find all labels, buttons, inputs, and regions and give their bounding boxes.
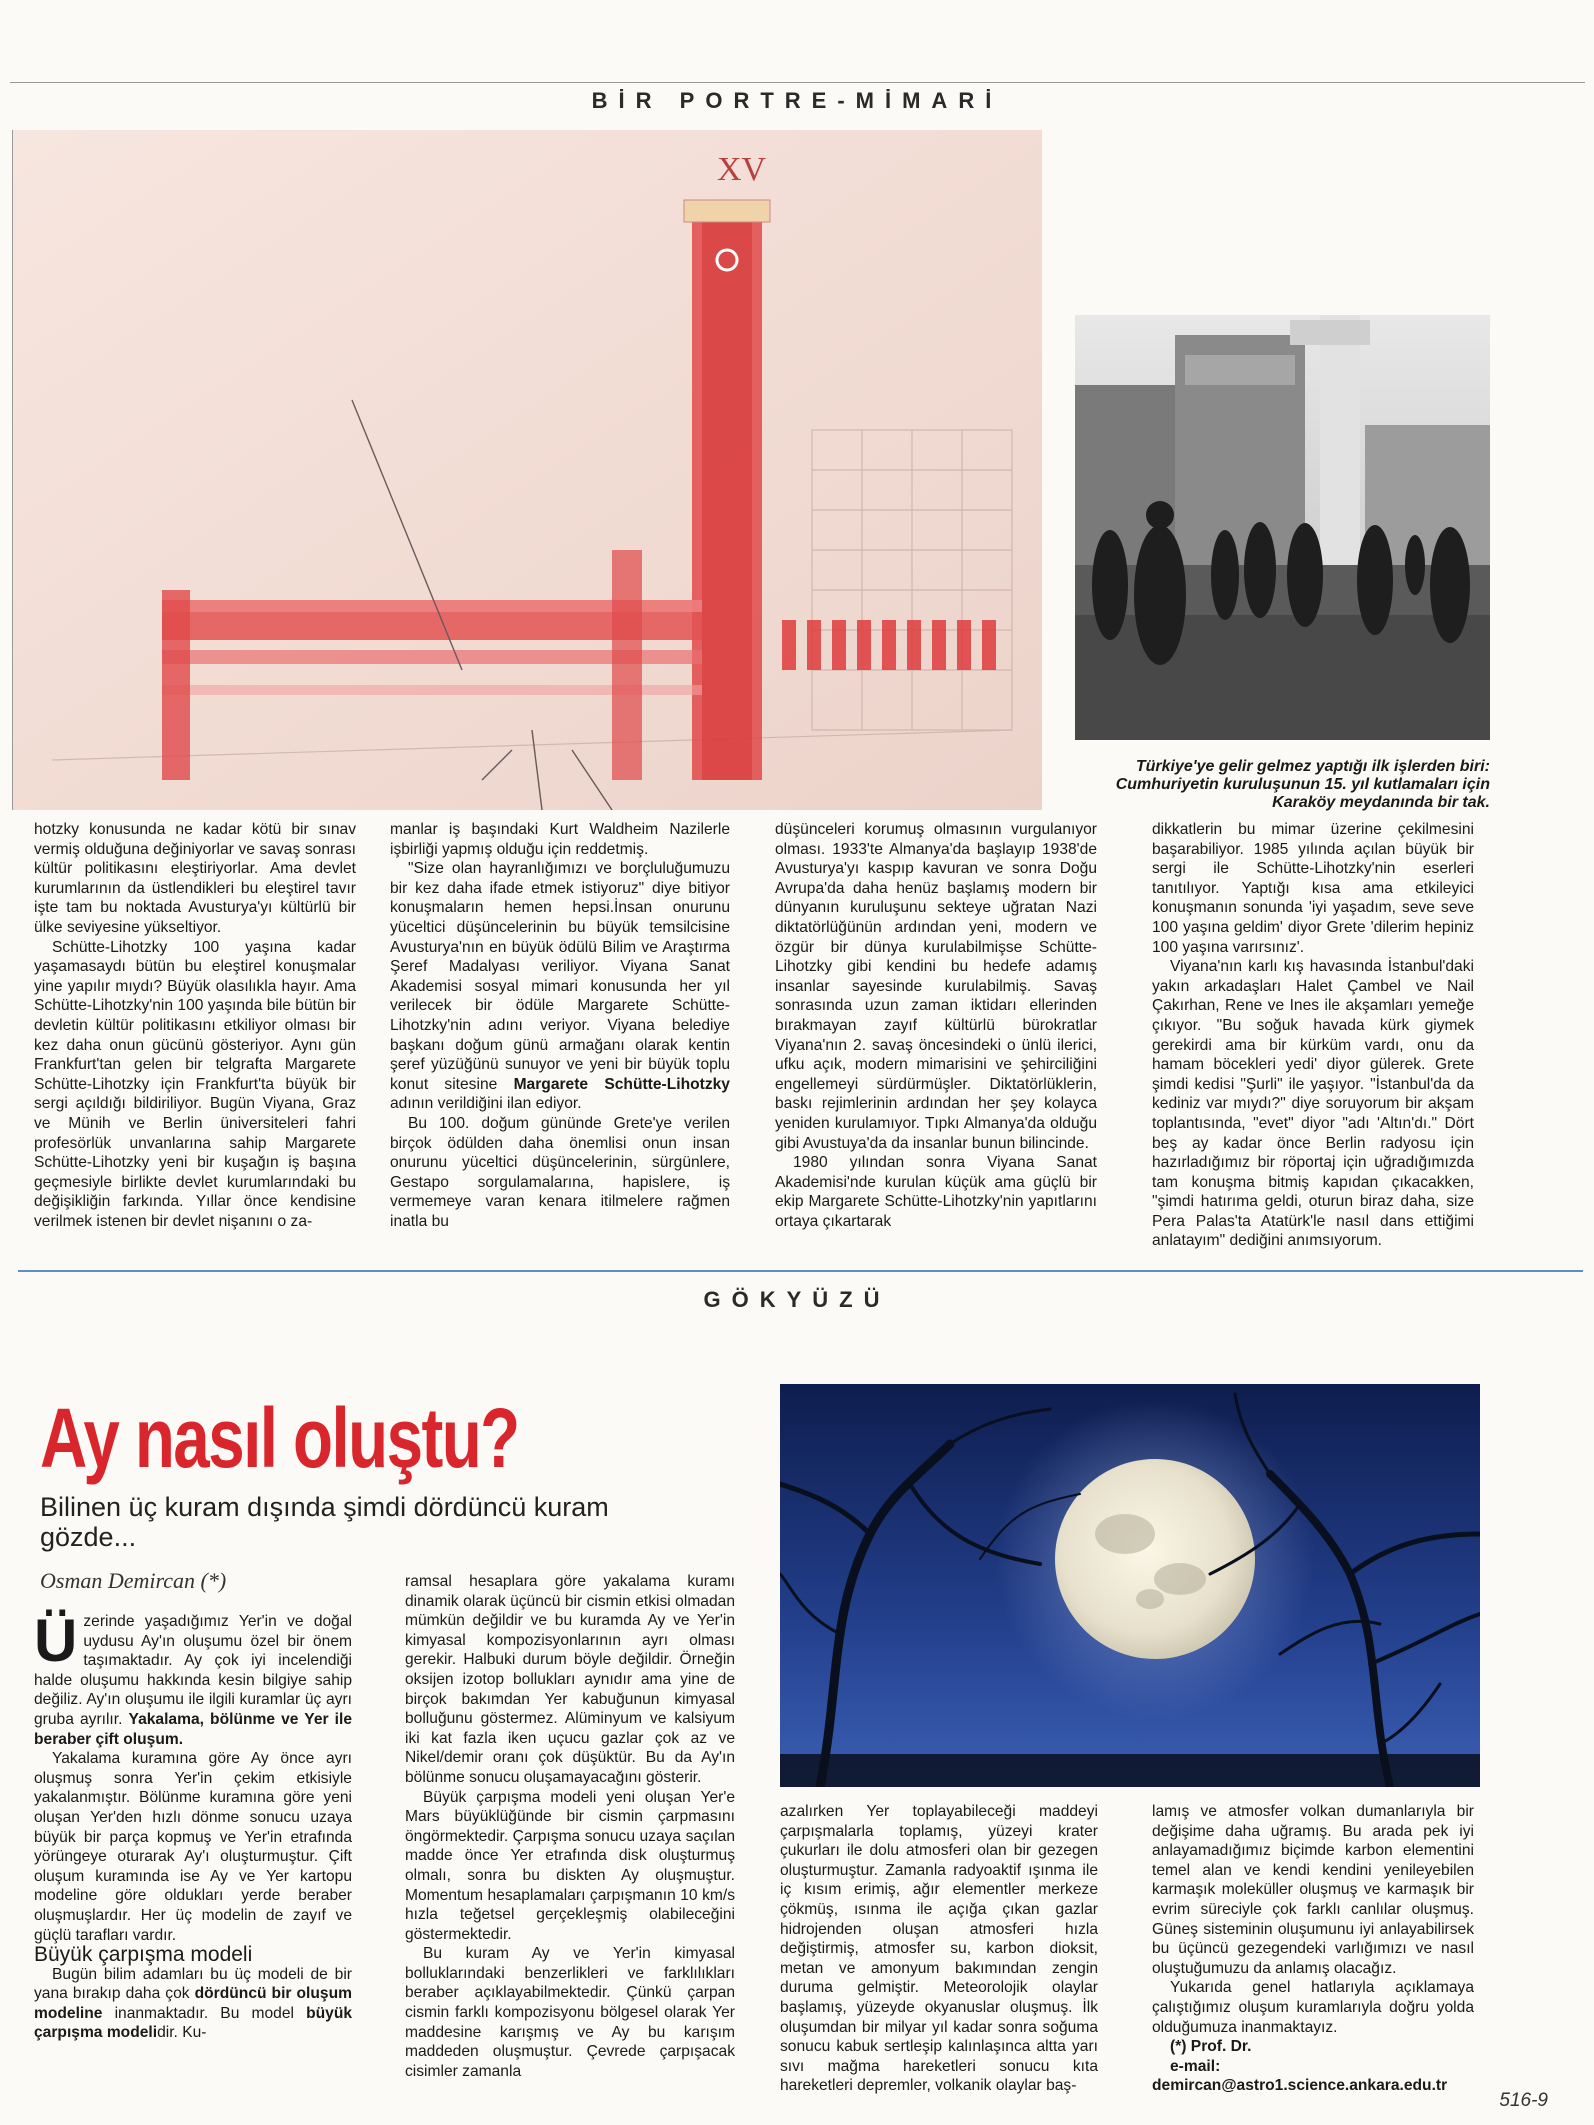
email-address: e-mail: demircan@astro1.science.ankara.edu.tr bbox=[1152, 2057, 1448, 2095]
paragraph: lamış ve atmosfer volkan dumanlarıyla bir değişime daha uğramış. Bu arada pek iyi anlayamadığımız biçimde karbon elementini temel alan ve kendi kendini yenileyebilen karmaşık moleküller oluşmuş ve karmaşık bir evrim süreciyle çok farklı canlılar oluşmuş. Güneş sisteminin oluşumunu iyi anlayabilirsek bu üçüncü gezegendeki varlığımızı ve nasıl oluştuğumuzu da anlamış olacağız. bbox=[1152, 1803, 1474, 1977]
paragraph bbox=[390, 859, 730, 1114]
paragraph: dikkatlerin bu mimar üzerine çekilmesini başarabiliyor. 1985 yılında açılan büyük bir sergi ile Schütte-Lihotzky'nin eserleri tanıtılıyor. Yaptığı kısa ama etkileyici konuşmanın sonunda 'iyi yaşadım, seve seve 100 yaşına geldim' diyor Grete 'dilerim hepiniz 100 yaşına varırsınız'. bbox=[1152, 821, 1474, 956]
paragraph-text: "Size olan hayranlığımızı ve borçluluğumuzu bir kez daha ifade etmek istiyoruz" diye bitiyor konuşmaların hemen hepsi.İnsan onurunu yüceltici düşüncelerinin bu büyük temsilcisine Avusturya'nın en büyük ödülü Bilim ve Araştırma Şeref Madalyası veriliyor. Viyana Sanat Akademisi sosyal mimari konusunda her yıl verilecek bir ödüle Margarete Schütte-Lihotzky'nin adını veriyor. Viyana belediye başkanı doğum günü armağanı olarak kentin şeref yüzüğünü sunuyor ve yeni bir büyük toplu konut sitesine bbox=[390, 860, 730, 1093]
paragraph: hotzky konusunda ne kadar kötü bir sınav vermiş olduğuna değiniyorlar ve savaş sonrası kültür politikasını eleştiriyorlar. Ama devlet kurumlarının da üstlendikleri bu eleştirel tavır işte tam bu noktada Avusturya'yı kültürlü bir ülke seviyesine yükseltiyor. bbox=[34, 821, 356, 936]
karakoy-photo bbox=[1075, 315, 1490, 740]
ay-column-4 bbox=[1152, 1802, 1474, 2096]
paragraph: Bu 100. doğum gününde Grete'ye verilen birçok ödülden daha önemlisi onun insan onurunu yüceltici düşüncelerinin, sürgünlere, Gestapo sorgulamalarına, hapislere, iş vermemeye varan kenara itilmelere rağmen inatla bu bbox=[390, 1114, 730, 1230]
paragraph: Viyana'nın karlı kış havasında İstanbul'daki yakın arkadaşları Halet Çambel ve Nail Çakırhan, Rene ve Ines ile akşamları yemeğe çıkıyor. "Bu soğuk havada kürk giymek gerekirdi ama bir kürküm vardı, onu da hamam böcekleri yedi' diyor gülerek. Grete şimdi kedisi "Şurli" ile yaşıyor. "İstanbul'da da kediniz var mıydı?" diye soruyorum bir akşam toplantısında, "evet" diyor "adı 'Altın'dı." Dört beş ay kadar önce Berlin radyosu için hazırladığımız bir röportaj için uğradığımızda tam konuşma bitmiş kapıdan çıkacakken, "şimdi hatırıma geldi, oturun biraz daha, size Pera Palas'ta Atatürk'le nasıl dans ettiğimi anlatayım" dediğini anımsıyorum. bbox=[1152, 958, 1474, 1250]
paragraph: Büyük çarpışma modeli yeni oluşan Yer'e Mars büyüklüğünde bir cismin çarpmasını öngörmektedir. Çarpışma sonucu uzaya saçılan madde önce Yer etrafında disk oluşturmuş olmalı, sonra bu diskten Ay oluşmuştur. Momentum hesaplamaları çarpışmanın 10 km/s hızla teğetsel gerçekleşmiş olabileceğini göstermektedir. bbox=[405, 1788, 735, 1943]
ay-column-1 bbox=[34, 1607, 353, 2043]
bold-list: Yakalama, bölünme ve Yer ile beraber çift oluşum. bbox=[34, 1710, 352, 1748]
paragraph: Schütte-Lihotzky 100 yaşına kadar yaşamasaydı bütün bu eleştirel konuşmalar yine yapılır mıydı? Büyük olasılıkla hayır. Ama Schütte-Lihotzky'nin 100 yaşında bile bütün bir devletin kültür politikasını etkiliyor olması bir kez daha onun gücünü gösteriyor. Aynı gün Frankfurt'tan gelen bir telgrafta Margarete Schütte-Lihotzky için Frankfurt'ta büyük bir sergi açıldığı bildiriliyor. Bugün Viyana, Graz ve Münih ve Berlin üniversiteleri fahri profesörlük unvanlarına sahip Margarete Schütte-Lihotzky yeni bir kuşağın iş başına geçmesiyle birlikte devlet kurumlarındaki bu değişikliğin farkında. Yıllar önce kendisine verilmek istenen bir devlet nişanını o za- bbox=[34, 938, 356, 1230]
paragraph: Bu kuram Ay ve Yer'in kimyasal bolluklarındaki benzerlikleri ve farklılıkları beraber açıklayabilmektedir. Çünkü çarpan cismin farklı kompozisyonu bölgesel olarak Yer maddesine karışmış ve Ay bu karışım maddeden oluşmuştur. Çevrede çarpışacak cisimler zamanla bbox=[405, 1945, 735, 2080]
svg-text:XV: XV bbox=[717, 151, 767, 188]
section-divider bbox=[18, 1270, 1583, 1272]
subsection-title: Büyük çarpışma modeli bbox=[34, 1943, 253, 1967]
paragraph bbox=[34, 1607, 352, 1749]
dropcap: Ü bbox=[34, 1607, 78, 1674]
paragraph: düşünceleri korumuş olmasının vurgulanıyor olması. 1933'te Almanya'da başlayıp 1938'de Avusturya'yı kaspıp kavuran ve sonra Doğu Avrupa'da daha henüz başlamış modern bir dünyanın kuruluşunu sekteye uğratan Nazi diktatörlüğünün ardından yeni, modern ve özgür bir dünya kurulabilmişse Schütte-Lihotzky gibi kendini bu hedefe adamış insanlar sayesinde kurulabilmiş. Savaş sonrasında uzun zaman iktidarı ellerinden bırakmayan zayıf kültürlü bürokratlar Viyana'nın 2. savaş öncesindeki o ünlü ilerici, ufku açık, modern mimarisini ve şehirciliğini engellemeyi sürdürmüşler. Diktatörlüklerin, baskı rejimlerinin ardından her şey kolayca yeniden kurulamıyor. Tıpkı Almanya'da olduğu gibi Avustuya'da da insanlar bunun bilincinde. bbox=[775, 821, 1097, 1152]
ay-column-3 bbox=[780, 1802, 1098, 2096]
portre-column-3 bbox=[775, 820, 1097, 1231]
byline: Osman Demircan (*) bbox=[40, 1568, 227, 1593]
paragraph: ramsal hesaplara göre yakalama kuramı dinamik olarak üçüncü bir cismin etkisi olmadan mümkün değildir ve bu kuramda Ay ve Yer'in kimyasal kompozisyonlarının ayrı olması gerekir. Halbuki durum böyle değildir. Örneğin oksijen izotop bollukları aynıdır ama yine de birçok bakımdan Yer kabuğunun kimyasal bolluğunu göstermez. Alüminyum ve kalsiyum iki kat fazla iken uçucu gazlar çok az ve Nikel/demir oranı çok düşüktür. Bu da Ay'ın bölünme sonucu oluşamayacağını gösterir. bbox=[405, 1573, 735, 1786]
paragraph bbox=[34, 1965, 352, 2043]
page-number: 516-9 bbox=[1499, 2090, 1548, 2111]
paragraph: 1980 yılından sonra Viyana Sanat Akademisi'nde kurulan küçük ama güçlü bir ekip Margarete Schütte-Lihotzky'nin yapıtlarını ortaya çıkartarak bbox=[775, 1154, 1097, 1230]
subhead: Bilinen üç kuram dışında şimdi dördüncü kuram gözde... bbox=[40, 1492, 609, 1552]
section-title-gokyuzu: GÖKYÜZÜ bbox=[703, 1287, 891, 1312]
photo-caption: Türkiye'ye gelir gelmez yaptığı ilk işlerden biri: Cumhuriyetin kuruluşunun 15. yıl kutlamaları için Karaköy meydanında bir tak. bbox=[1115, 758, 1490, 811]
bold-name: Margarete Schütte-Lihotzky bbox=[513, 1075, 730, 1093]
footnote: (*) Prof. Dr. bbox=[1170, 2038, 1252, 2056]
bold-term: dördüncü bir oluşum modeline bbox=[34, 1985, 352, 2022]
paragraph: azalırken Yer toplayabileceği maddeyi çarpışmalarla toplamış, yüzeyi krater çukurları ile dolu atmosferi olan bir gezegen oluşturmuştur. Zamanla radyoaktif ışınma ile iç kısım erimiş, ağır elementler merkeze çökmüş, ısınma ile açığa çıkan gazlar hidrojenden oluşan atmosferi hızla değiştirmiş, atmosfer su, karbon dioksit, metan ve amonyum bakımından zengin duruma gelmiştir. Meteorolojik olaylar başlamış, yüzeyde okyanuslar oluşmuş. İlk oluşumdan bir milyar yıl kadar sonra soğuma sonucu kabuk sertleşip kalınlaşınca altta yarı sıvı mağma hareketleri sonucu kıta hareketleri depremler, volkanik olaylar baş- bbox=[780, 1803, 1098, 2095]
paragraph: manlar iş başındaki Kurt Waldheim Nazilerle işbirliği yapmış olduğu için reddetmiş. bbox=[390, 821, 730, 858]
top-rule bbox=[10, 82, 1585, 83]
portre-column-2 bbox=[390, 820, 730, 1231]
portre-column-1 bbox=[34, 820, 356, 1231]
paragraph: Yakalama kuramına göre Ay önce ayrı oluşmuş sonra Yer'in çekim etkisiyle yakalanmıştır. Bölünme kuramına göre yeni oluşan Yer'den hızlı dönme sonucu uzaya büyük bir parça kopmuş ve Yer'in etrafında yörüngeye oturarak Ay'ı oluşturmuştur. Çift oluşum kuramında ise Ay ve Yer kartopu modeline göre oldukları yerde beraber oluşmuşlardır. Her üç modelin de zayıf ve güçlü tarafları vardır. bbox=[34, 1750, 352, 1944]
paragraph: Yukarıda genel hatlarıyla açıklamaya çalıştığımız oluşum kuramlarıyla doğru yolda olduğumuza inanmaktayız. bbox=[1152, 1979, 1474, 2036]
paragraph-text: zerinde yaşadığımız Yer'in ve doğal uydusu Ay'ın oluşumu özel bir önem taşımaktadır. Ay çok iyi incelendiği halde oluşumu hakkında kesin bilgiye sahip değiliz. Ay'ın oluşumu ile ilgili kuramlar üç ayrı gruba ayrılır. bbox=[34, 1613, 352, 1728]
paragraph-text: inanmaktadır. Bu model bbox=[114, 2004, 294, 2022]
headline: Ay nasıl oluştu? bbox=[40, 1391, 519, 1485]
paragraph-text: Bugün bilim adamları bu üç modeli de bir yana bırakıp daha çok bbox=[34, 1965, 352, 2003]
bold-term: büyük çarpışma modeli bbox=[34, 2004, 353, 2042]
section-title-portre: BİR PORTRE-MİMARİ bbox=[591, 88, 1003, 113]
paragraph-text: adının verildiğini ilan ediyor. bbox=[390, 1095, 582, 1113]
ay-column-2 bbox=[405, 1572, 735, 2081]
portre-column-4 bbox=[1152, 820, 1474, 1251]
moon-photo bbox=[780, 1384, 1480, 1787]
architecture-drawing bbox=[12, 130, 1042, 810]
paragraph-text: dir. Ku- bbox=[157, 2024, 207, 2042]
